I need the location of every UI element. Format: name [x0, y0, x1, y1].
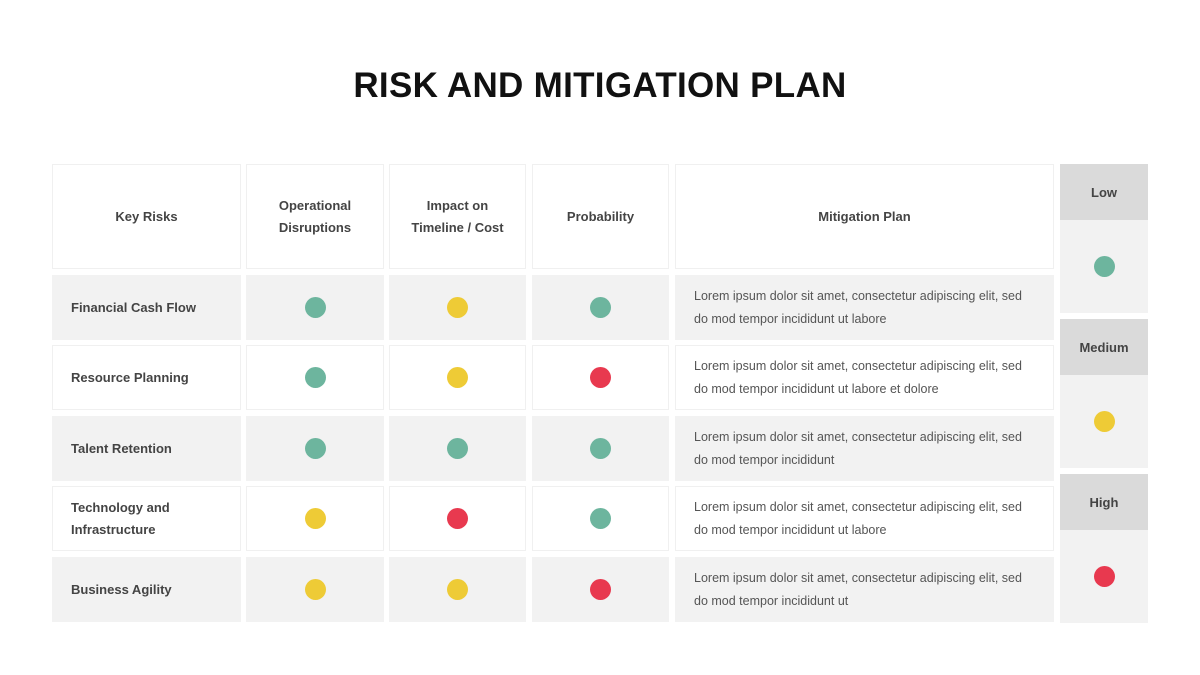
cell-impact-timeline-cost	[389, 275, 526, 340]
cell-mitigation-plan	[675, 557, 1054, 622]
cell-impact-timeline-cost	[389, 486, 526, 551]
medium-level-dot-icon	[305, 579, 326, 600]
header-key-risk	[52, 164, 241, 269]
medium-level-dot-icon	[305, 508, 326, 529]
medium-level-dot-icon	[1094, 411, 1115, 432]
cell-mitigation-plan	[675, 345, 1054, 410]
cell-operational-disruption	[246, 416, 384, 481]
risk-label: Financial Cash Flow	[71, 299, 196, 315]
cell-impact-timeline-cost	[389, 416, 526, 481]
low-level-dot-icon	[305, 367, 326, 388]
header-impact-timeline-cost	[389, 164, 526, 269]
table-row-key-risk	[52, 557, 241, 622]
cell-operational-disruption	[246, 345, 384, 410]
low-level-dot-icon	[447, 438, 468, 459]
header-operational-disruption	[246, 164, 384, 269]
page-title: RISK AND MITIGATION PLAN	[353, 66, 847, 105]
medium-level-dot-icon	[447, 579, 468, 600]
legend-low-swatch	[1060, 220, 1148, 313]
medium-level-dot-icon	[447, 297, 468, 318]
mitigation-text: Lorem ipsum dolor sit amet, consectetur adipiscing elit, sed do mod tempor incididunt	[694, 429, 1022, 467]
header-label: Probability	[566, 208, 635, 224]
risk-label: Talent Retention	[71, 440, 172, 456]
cell-mitigation-plan	[675, 416, 1054, 481]
high-level-dot-icon	[447, 508, 468, 529]
low-level-dot-icon	[590, 297, 611, 318]
cell-probability	[532, 275, 669, 340]
header-probability	[532, 164, 669, 269]
header-mitigation-plan	[675, 164, 1054, 269]
cell-operational-disruption	[246, 557, 384, 622]
legend-high-label: High	[1060, 474, 1148, 530]
risk-label: Technology and Infrastructure	[71, 499, 170, 537]
legend-medium-swatch	[1060, 375, 1148, 468]
header-label: Mitigation Plan	[818, 208, 911, 224]
low-level-dot-icon	[1094, 256, 1115, 277]
risk-label: Business Agility	[71, 581, 172, 597]
cell-operational-disruption	[246, 486, 384, 551]
risk-label: Resource Planning	[71, 369, 189, 385]
mitigation-text: Lorem ipsum dolor sit amet, consectetur adipiscing elit, sed do mod tempor incididunt ut	[694, 570, 1022, 608]
cell-operational-disruption	[246, 275, 384, 340]
high-level-dot-icon	[1094, 566, 1115, 587]
high-level-dot-icon	[590, 579, 611, 600]
cell-probability	[532, 345, 669, 410]
header-label: Operational Disruptions	[278, 197, 352, 235]
low-level-dot-icon	[590, 508, 611, 529]
high-level-dot-icon	[590, 367, 611, 388]
medium-level-dot-icon	[447, 367, 468, 388]
cell-probability	[532, 416, 669, 481]
cell-impact-timeline-cost	[389, 345, 526, 410]
low-level-dot-icon	[305, 438, 326, 459]
legend-medium-label: Medium	[1060, 319, 1148, 375]
table-row-key-risk	[52, 275, 241, 340]
legend-low-label: Low	[1060, 164, 1148, 220]
mitigation-text: Lorem ipsum dolor sit amet, consectetur adipiscing elit, sed do mod tempor incididunt ut labore et dolore	[694, 358, 1022, 396]
table-row-key-risk	[52, 486, 241, 551]
cell-mitigation-plan	[675, 275, 1054, 340]
mitigation-text: Lorem ipsum dolor sit amet, consectetur adipiscing elit, sed do mod tempor incididunt ut labore	[694, 499, 1022, 537]
low-level-dot-icon	[305, 297, 326, 318]
header-label: Key Risks	[115, 208, 178, 224]
cell-probability	[532, 486, 669, 551]
table-row-key-risk	[52, 345, 241, 410]
table-row-key-risk	[52, 416, 241, 481]
low-level-dot-icon	[590, 438, 611, 459]
legend-high-swatch	[1060, 530, 1148, 623]
header-label: Impact on Timeline / Cost	[411, 197, 504, 235]
cell-impact-timeline-cost	[389, 557, 526, 622]
cell-mitigation-plan	[675, 486, 1054, 551]
cell-probability	[532, 557, 669, 622]
mitigation-text: Lorem ipsum dolor sit amet, consectetur adipiscing elit, sed do mod tempor incididunt ut labore	[694, 288, 1022, 326]
